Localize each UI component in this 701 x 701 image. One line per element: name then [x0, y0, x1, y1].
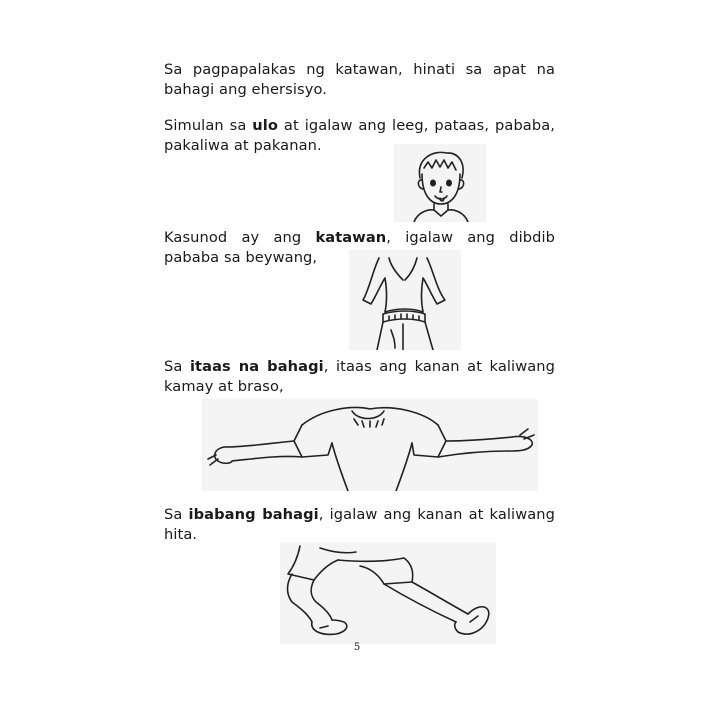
text-run: Simulan sa [164, 117, 253, 134]
text-run: Sa [164, 506, 189, 523]
paragraph-lower-exercise [164, 505, 555, 545]
torso-illustration [349, 250, 461, 350]
paragraph-head-exercise [164, 116, 555, 156]
bold-term-katawan: katawan [315, 229, 387, 246]
text-run: , igalaw ang dibdib pababa sa beywang, [164, 229, 555, 266]
text-run: Sa pagpapalakas ng katawan, hinati sa apat na bahagi ang ehersisyo. [164, 61, 555, 98]
bold-term-itaas-na-bahagi: itaas na bahagi [189, 358, 324, 375]
text-run: , itaas ang kanan at kaliwang kamay at braso, [164, 358, 555, 395]
legs-stride-illustration [280, 542, 496, 644]
page-number: 5 [353, 642, 361, 653]
text-run: Sa [164, 358, 190, 375]
paragraph-intro [164, 60, 555, 100]
bold-term-ulo: ulo [252, 117, 279, 134]
boy-head-illustration [394, 144, 486, 222]
text-run: Kasunod ay ang [164, 229, 316, 246]
paragraph-upper-exercise [164, 357, 555, 397]
bold-term-ibabang-bahagi: ibabang bahagi [188, 506, 319, 523]
outstretched-arms-illustration [202, 399, 538, 491]
text-run: at igalaw ang leeg, pataas, pababa, pakaliwa at pakanan. [164, 117, 555, 154]
text-run: , igalaw ang kanan at kaliwang hita. [164, 506, 555, 543]
